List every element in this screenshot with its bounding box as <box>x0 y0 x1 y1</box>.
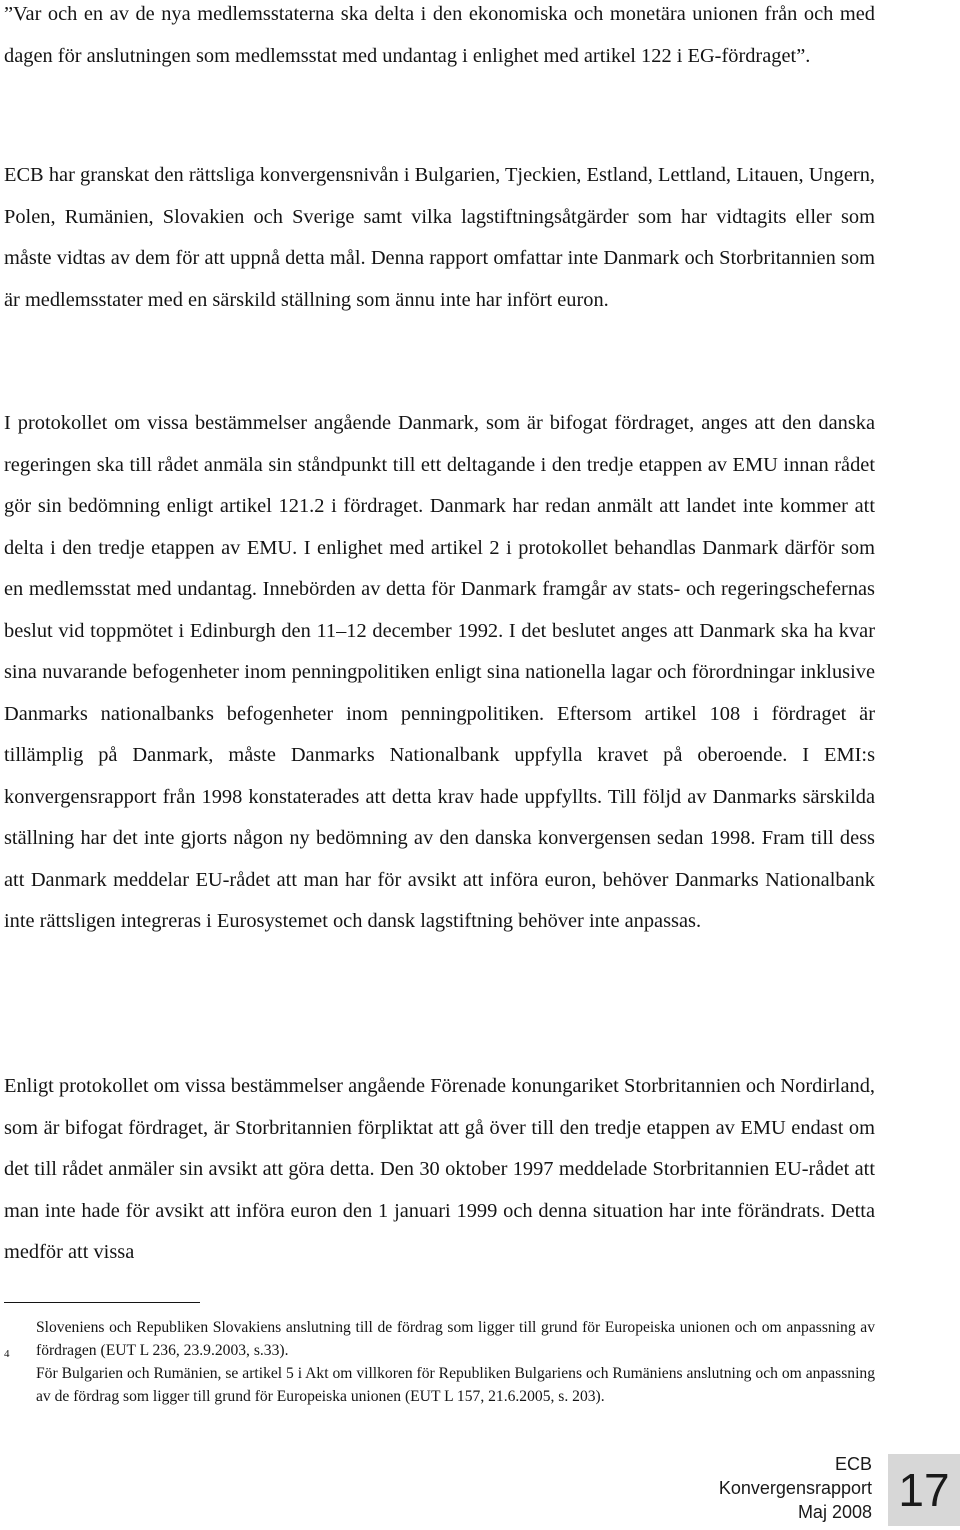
footnote-number: 4 <box>4 1348 10 1360</box>
page-footer <box>719 1452 872 1524</box>
paragraph-scope: ECB har granskat den rättsliga konvergensnivån i Bulgarien, Tjeckien, Estland, Lettland, Litauen, Ungern, Polen, Rumänien, Slovakien och Sverige samt vilka lagstiftningsåtgärder som har vidtagits eller som måste vidtas av dem för att uppnå detta mål. Denna rapport omfattar inte Danmark och Storbritannien som är medlemsstater med en särskild ställning som ännu inte har infört euron. <box>4 164 875 311</box>
footer-organisation: ECB <box>834 1454 872 1474</box>
paragraph-denmark: I protokollet om vissa bestämmelser angående Danmark, som är bifogat fördraget, anges att den danska regeringen ska till rådet anmäla sin ståndpunkt till ett deltagande i den tredje etappen av EMU innan rådet gör sin bedömning enligt artikel 121.2 i fördraget. Danmark har redan anmält att landet inte kommer att delta i den tredje etappen av EMU. I enlighet med artikel 2 i protokollet behandlas Danmark därför som en medlemsstat med undantag. Innebörden av detta för Danmark framgår av stats- och regeringschefernas beslut vid toppmötet i Edinburgh den 11–12 december 1992. I det beslutet anges att Danmark ska ha kvar sina nuvarande befogenheter inom penningpolitiken enligt sina nationella lagar och förordningar inklusive Danmarks nationalbanks befogenheter inom penningpolitiken. Eftersom artikel 108 i fördraget är tillämplig på Danmark, måste Danmarks Nationalbank uppfylla kravet på oberoende. I EMI:s konvergensrapport från 1998 konstaterades att detta krav hade uppfyllts. Till följd av Danmarks särskilda ställning har det inte gjorts någon ny bedömning av den danska konvergensen sedan 1998. Fram till dess att Danmark meddelar EU-rådet att man har för avsikt att införa euron, behöver Danmarks Nationalbank inte rättsligen integreras i Eurosystemet och dansk lagstiftning behöver inte anpassas. <box>4 412 875 932</box>
footer-date: Maj 2008 <box>797 1502 872 1522</box>
footer-report-title: Konvergensrapport <box>718 1478 872 1498</box>
footnote-text: För Bulgarien och Rumänien, se artikel 5 i Akt om villkoren för Republiken Bulgariens och Rumäniens anslutning och om anpassning av de fördrag som ligger till grund för Europeiska unionen (EUT L 157, 21.6.2005, s. 203). <box>36 1365 875 1405</box>
footnote-item <box>4 1317 875 1363</box>
footnote-text: Sloveniens och Republiken Slovakiens anslutning till de fördrag som ligger till grund för Europeiska unionen och om anpassning av fördragen (EUT L 236, 23.9.2003, s.33). <box>36 1319 875 1359</box>
paragraph-united-kingdom: Enligt protokollet om vissa bestämmelser angående Förenade konungariket Storbritannien och Nordirland, som är bifogat fördraget, är Storbritannien förpliktat att gå över till den tredje etappen av EMU endast om det till rådet anmäler sin avsikt att göra detta. Den 30 oktober 1997 meddelade Storbritannien EU-rådet att man inte hade för avsikt att införa euron den 1 januari 1999 och denna situation har inte förändrats. Detta medför att vissa <box>4 1075 875 1263</box>
footnote-item <box>4 1348 875 1409</box>
footnote-divider <box>4 1302 200 1303</box>
page-number-badge: 17 <box>888 1454 960 1526</box>
paragraph-quote: ”Var och en av de nya medlemsstaterna ska delta i den ekonomiska och monetära unionen från och med dagen för anslutningen som medlemsstat med undantag i enlighet med artikel 122 i EG-fördraget”. <box>4 3 875 67</box>
